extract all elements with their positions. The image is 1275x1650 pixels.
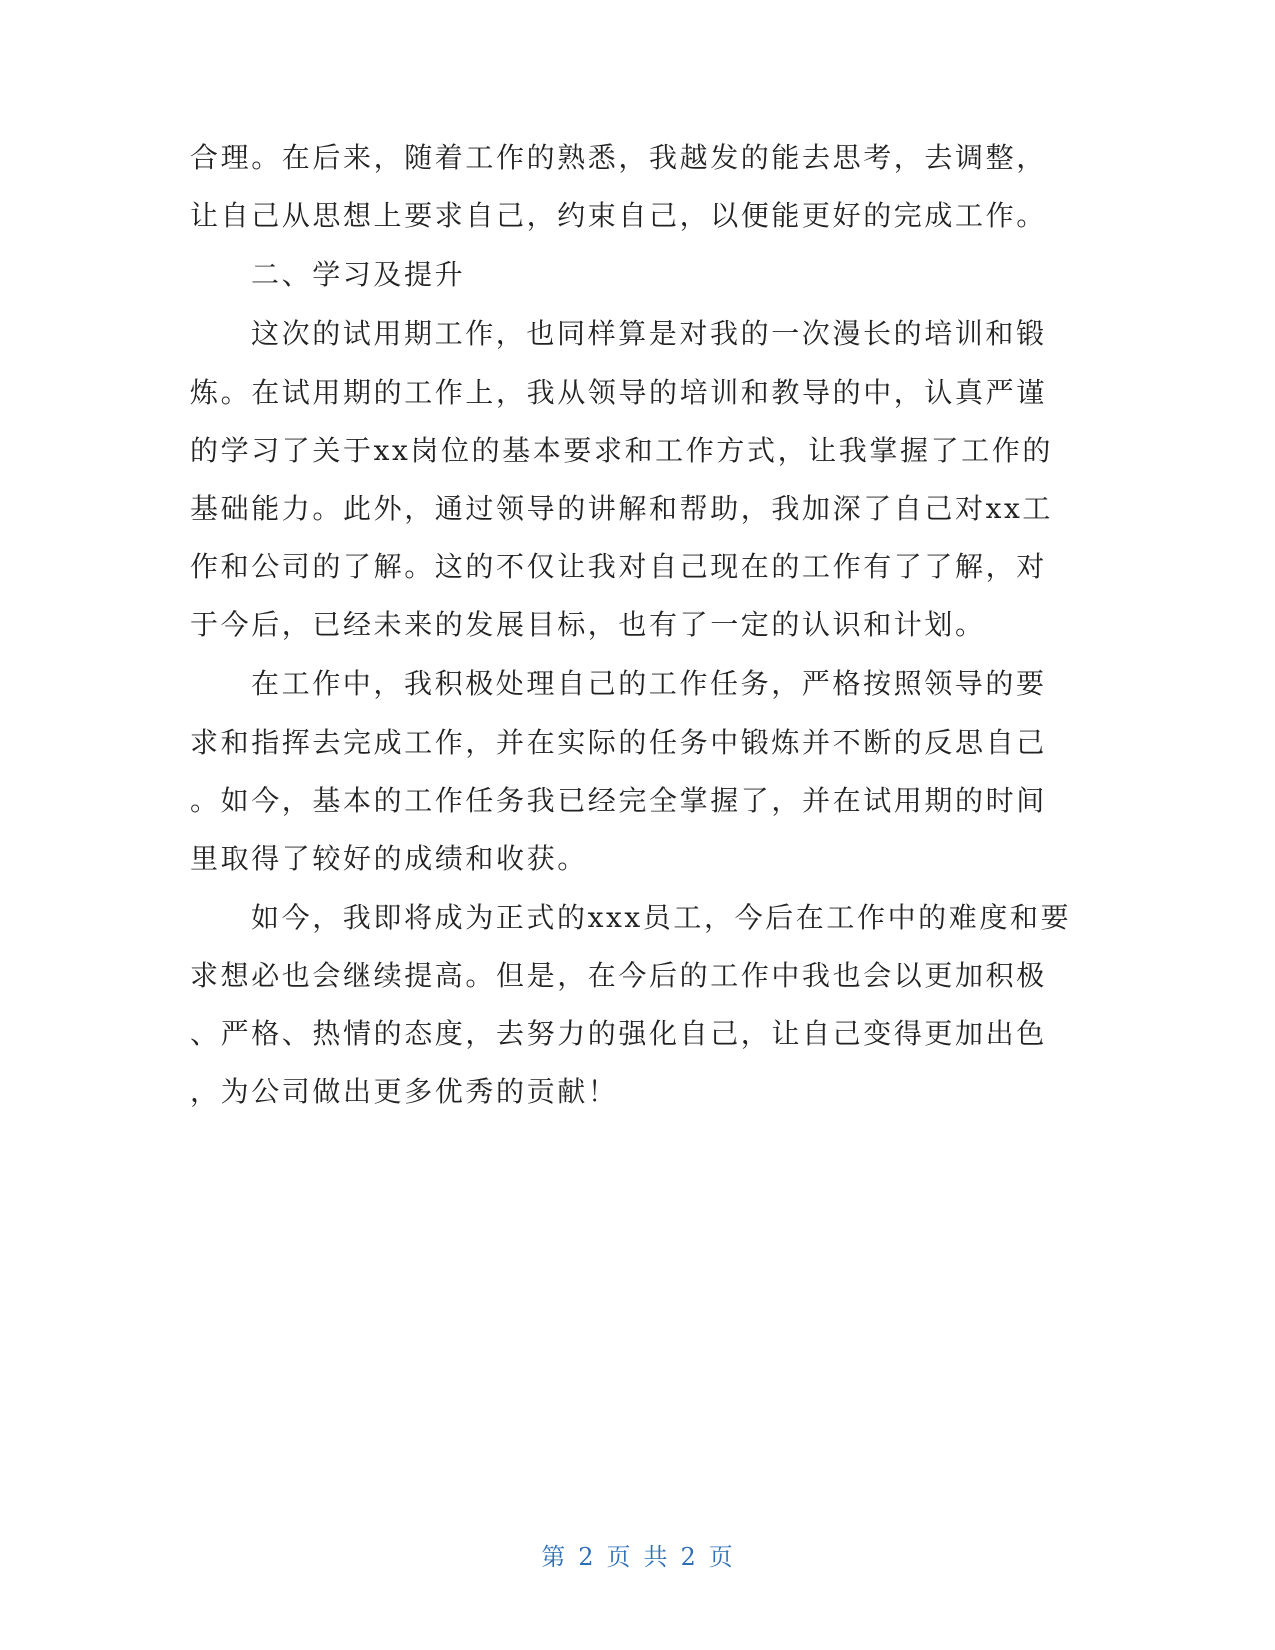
body-line: 让自己从思想上要求自己，约束自己，以便能更好的完成工作。 bbox=[190, 199, 1047, 232]
body-line: 基础能力。此外，通过领导的讲解和帮助，我加深了自己对xx工 bbox=[190, 492, 1053, 525]
body-line: 求和指挥去完成工作，并在实际的任务中锻炼并不断的反思自己 bbox=[190, 726, 1047, 759]
footer-label-page: 页 bbox=[606, 1543, 632, 1571]
body-line: 的学习了关于xx岗位的基本要求和工作方式，让我掌握了工作的 bbox=[190, 434, 1053, 467]
section-heading: 二、学习及提升 bbox=[251, 258, 466, 291]
total-pages-number: 2 bbox=[680, 1543, 697, 1571]
page-footer bbox=[0, 1540, 1275, 1574]
body-line: 作和公司的了解。这的不仅让我对自己现在的工作有了了解，对 bbox=[190, 550, 1047, 583]
current-page-number: 2 bbox=[578, 1543, 595, 1571]
footer-label-prefix: 第 bbox=[541, 1543, 567, 1571]
body-line: 这次的试用期工作，也同样算是对我的一次漫长的培训和锻 bbox=[251, 317, 1047, 350]
footer-label-total: 共 bbox=[643, 1543, 669, 1571]
body-line: 求想必也会继续提高。但是，在今后的工作中我也会以更加积极 bbox=[190, 959, 1047, 992]
body-line: 合理。在后来，随着工作的熟悉，我越发的能去思考，去调整， bbox=[190, 141, 1047, 174]
body-line: 在工作中，我积极处理自己的工作任务，严格按照领导的要 bbox=[251, 667, 1047, 700]
body-line: 、严格、热情的态度，去努力的强化自己，让自己变得更加出色 bbox=[190, 1017, 1047, 1050]
footer-label-page-end: 页 bbox=[708, 1543, 734, 1571]
body-line: 如今，我即将成为正式的xxx员工，今后在工作中的难度和要 bbox=[251, 901, 1072, 934]
body-line: 。如今，基本的工作任务我已经完全掌握了，并在试用期的时间 bbox=[190, 784, 1047, 817]
body-line: 于今后，已经未来的发展目标，也有了一定的认识和计划。 bbox=[190, 608, 986, 641]
body-line: 炼。在试用期的工作上，我从领导的培训和教导的中，认真严谨 bbox=[190, 376, 1047, 409]
body-line: 里取得了较好的成绩和收获。 bbox=[190, 842, 588, 875]
body-line: ，为公司做出更多优秀的贡献！ bbox=[190, 1075, 619, 1108]
